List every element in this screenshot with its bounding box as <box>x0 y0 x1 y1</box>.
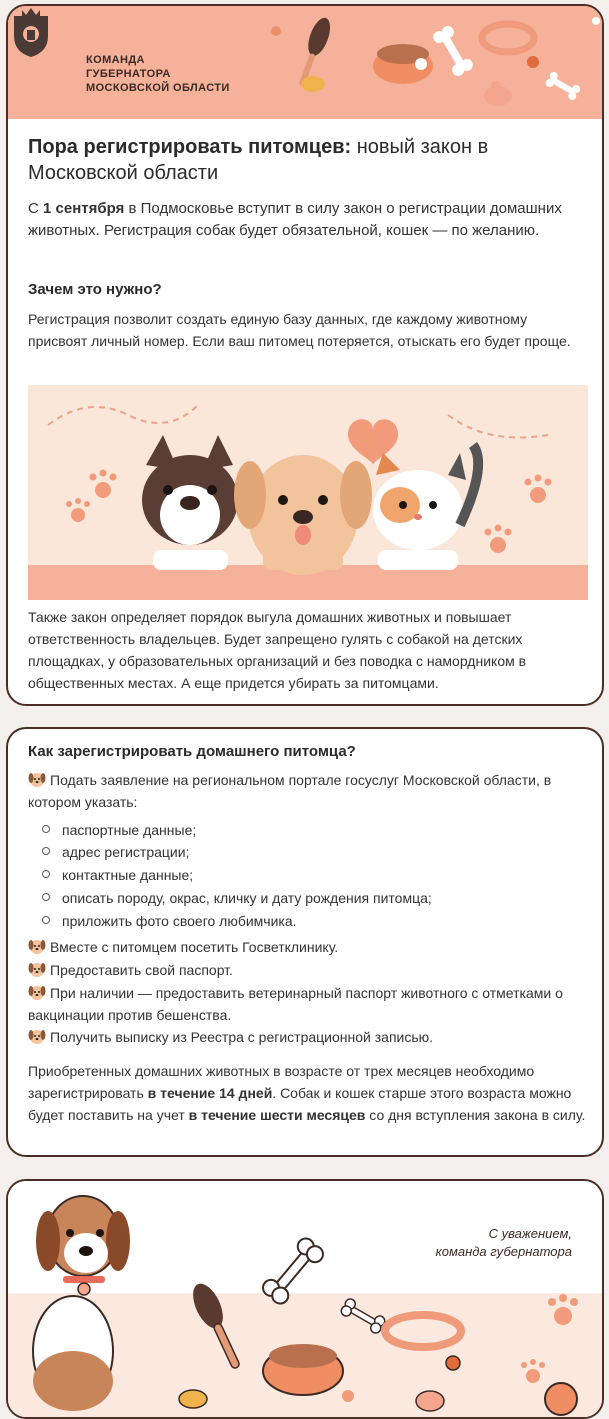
deadline-paragraph <box>28 1060 588 1126</box>
title-rest: новый закон в Московской области <box>28 136 489 184</box>
step-4 <box>28 982 588 1026</box>
dog-face-icon <box>28 770 46 788</box>
dog-face-icon <box>28 937 46 955</box>
howto-heading: Как зарегистрировать домашнего питомца? <box>28 743 356 760</box>
article-title <box>28 134 588 186</box>
footer-illustration <box>8 1181 604 1419</box>
deadline-text: со дня вступления закона в силу. <box>365 1107 586 1123</box>
footer-card <box>6 1179 604 1419</box>
deadline-text: . Собак и кошек старше этого возраста можно будет поставить на учет <box>28 1085 572 1123</box>
why-paragraph: Регистрация позволит создать единую базу данных, где каждому животному присвоят личный номер. Если ваш питомец потеряется, отыскать его будет проще. <box>28 311 571 349</box>
law-paragraph: Также закон определяет порядок выгула домашних животных и повышает ответственность владельцев. Будет запрещено гулять с собакой на детских площадках, у образовательных организаций и без поводка с намордником в общественных местах. А еще придется убирать за питомцами. <box>28 609 527 691</box>
list-item: описать породу, окрас, кличку и дату рождения питомца; <box>42 887 432 909</box>
logo-line: ГУБЕРНАТОРА <box>86 68 171 80</box>
dog-face-icon <box>28 1027 46 1045</box>
step-2 <box>28 936 588 958</box>
signature-line: С уважением, <box>488 1226 572 1241</box>
logo-text <box>86 53 230 95</box>
list-item: приложить фото своего любимчика. <box>42 910 297 932</box>
intro-date: 1 сентября <box>43 200 125 217</box>
dog-face-icon <box>28 983 46 1001</box>
step-text: Получить выписку из Реестра с регистрационной записью. <box>50 1029 434 1045</box>
dogs-and-cat-image <box>28 385 588 600</box>
list-item: адрес регистрации; <box>42 841 189 863</box>
step-text: Подать заявление на региональном портале госуслуг Московской области, в котором указать: <box>28 772 552 810</box>
logo-line: МОСКОВСКОЙ ОБЛАСТИ <box>86 82 230 94</box>
signature <box>436 1225 572 1261</box>
header-banner <box>8 6 602 119</box>
deadline-text: Приобретенных домашних животных в возрасте от трех месяцев необходимо зарегистрировать <box>28 1063 535 1101</box>
why-heading: Зачем это нужно? <box>28 281 162 298</box>
title-bold: Пора регистрировать питомцев: <box>28 136 352 158</box>
deadline-bold-14-days: в течение 14 дней <box>147 1085 273 1101</box>
list-item: паспортные данные; <box>42 819 196 841</box>
dog-face-icon <box>28 960 46 978</box>
step-text: При наличии — предоставить ветеринарный паспорт животного с отметками о вакцинации против бешенства. <box>28 985 563 1023</box>
step-text: Предоставить свой паспорт. <box>50 962 233 978</box>
intro-paragraph <box>28 198 588 242</box>
signature-line: команда губернатора <box>435 1244 572 1259</box>
howto-card <box>6 727 604 1157</box>
deadline-bold-six-months: в течение шести месяцев <box>188 1107 366 1123</box>
step-3 <box>28 959 588 981</box>
pets-illustration <box>28 385 588 600</box>
step-1 <box>28 769 588 813</box>
intro-rest: в Подмосковье вступит в силу закон о регистрации домашних животных. Регистрация собак будет обязательной, кошек — по желанию. <box>28 200 562 239</box>
article-card <box>6 4 604 706</box>
coat-of-arms-icon <box>8 6 54 58</box>
intro-prefix: С <box>28 200 43 217</box>
logo-line: КОМАНДА <box>86 54 145 66</box>
step-5 <box>28 1026 588 1048</box>
step-text: Вместе с питомцем посетить Госветклинику. <box>50 939 339 955</box>
list-item: контактные данные; <box>42 864 193 886</box>
